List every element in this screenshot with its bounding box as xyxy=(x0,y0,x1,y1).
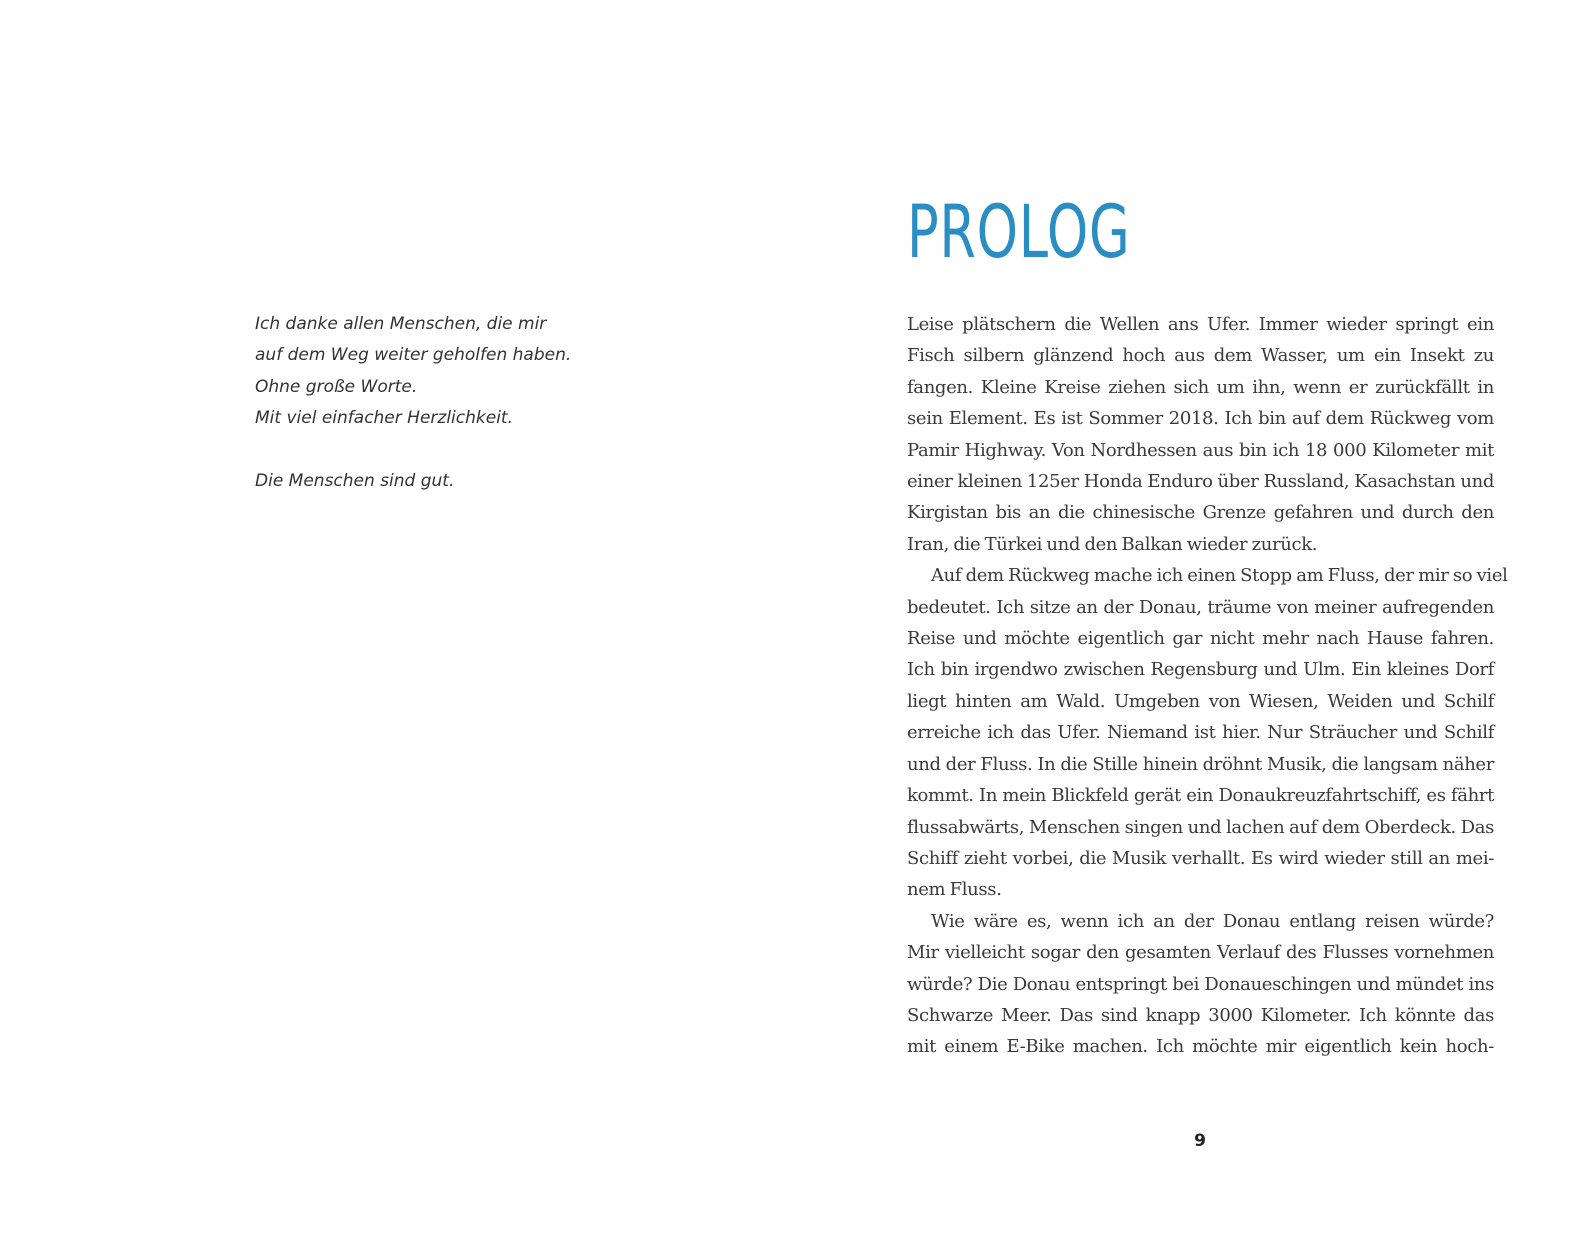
body-line: liegt hinten am Wald. Umgeben von Wiesen, Weiden und Schilf xyxy=(907,690,1494,712)
body-line: Iran, die Türkei und den Balkan wieder zurück. xyxy=(907,533,1318,555)
body-line: kommt. In mein Blickfeld gerät ein Donaukreuzfahrtschiff, es fährt xyxy=(907,785,1494,807)
body-line: fangen. Kleine Kreise ziehen sich um ihn, wenn er zurückfällt in xyxy=(907,376,1494,398)
chapter-body xyxy=(907,309,1508,1063)
body-line: Leise plätschern die Wellen ans Ufer. Immer wieder springt ein xyxy=(907,314,1494,335)
body-line: erreiche ich das Ufer. Niemand ist hier. Nur Sträucher und Schilf xyxy=(907,722,1494,744)
dedication-line: Mit viel einfacher Herzlichkeit. xyxy=(255,408,513,429)
body-line: Fisch silbern glänzend hoch aus dem Wasser, um ein Insekt zu xyxy=(907,345,1494,367)
body-line: würde? Die Donau entspringt bei Donaueschingen und mündet ins xyxy=(907,973,1494,995)
dedication-line: auf dem Weg weiter geholfen haben. xyxy=(255,345,572,366)
body-line: mit einem E-Bike machen. Ich möchte mir eigentlich kein hoch- xyxy=(907,1036,1494,1058)
body-line: flussabwärts, Menschen singen und lachen auf dem Oberdeck. Das xyxy=(907,816,1494,838)
dedication xyxy=(255,309,675,497)
chapter-title: PROLOG xyxy=(907,190,1131,275)
body-line: Schwarze Meer. Das sind knapp 3000 Kilometer. Ich könnte das xyxy=(907,1004,1494,1026)
body-line: sein Element. Es ist Sommer 2018. Ich bin auf dem Rückweg vom xyxy=(907,408,1494,430)
body-line: Pamir Highway. Von Nordhessen aus bin ich 18 000 Kilometer mit xyxy=(907,439,1494,461)
body-line: Schiff zieht vorbei, die Musik verhallt. Es wird wieder still an mei- xyxy=(907,847,1494,869)
dedication-spacer xyxy=(255,435,675,466)
body-line: bedeutet. Ich sitze an der Donau, träume von meiner aufregenden xyxy=(907,596,1494,618)
body-line: und der Fluss. In die Stille hinein dröhnt Musik, die langsam näher xyxy=(907,753,1494,775)
dedication-closing: Die Menschen sind gut. xyxy=(255,471,455,492)
body-line: Reise und möchte eigentlich gar nicht mehr nach Hause fahren. xyxy=(907,628,1494,650)
body-line: Kirgistan bis an die chinesische Grenze gefahren und durch den xyxy=(907,502,1494,524)
page-number: 9 xyxy=(1194,1131,1206,1151)
dedication-line: Ohne große Worte. xyxy=(255,376,418,397)
body-line: Wie wäre es, wenn ich an der Donau entlang reisen würde? xyxy=(931,910,1494,932)
body-line: Ich bin irgendwo zwischen Regensburg und Ulm. Ein kleines Dorf xyxy=(907,659,1494,681)
body-line: nem Fluss. xyxy=(907,879,1002,901)
body-line: Auf dem Rückweg mache ich einen Stopp am Fluss, der mir so viel xyxy=(931,565,1508,587)
body-line: einer kleinen 125er Honda Enduro über Russland, Kasachstan und xyxy=(907,471,1494,493)
body-line: Mir vielleicht sogar den gesamten Verlauf des Flusses vornehmen xyxy=(907,942,1494,964)
dedication-line: Ich danke allen Menschen, die mir xyxy=(255,314,547,334)
